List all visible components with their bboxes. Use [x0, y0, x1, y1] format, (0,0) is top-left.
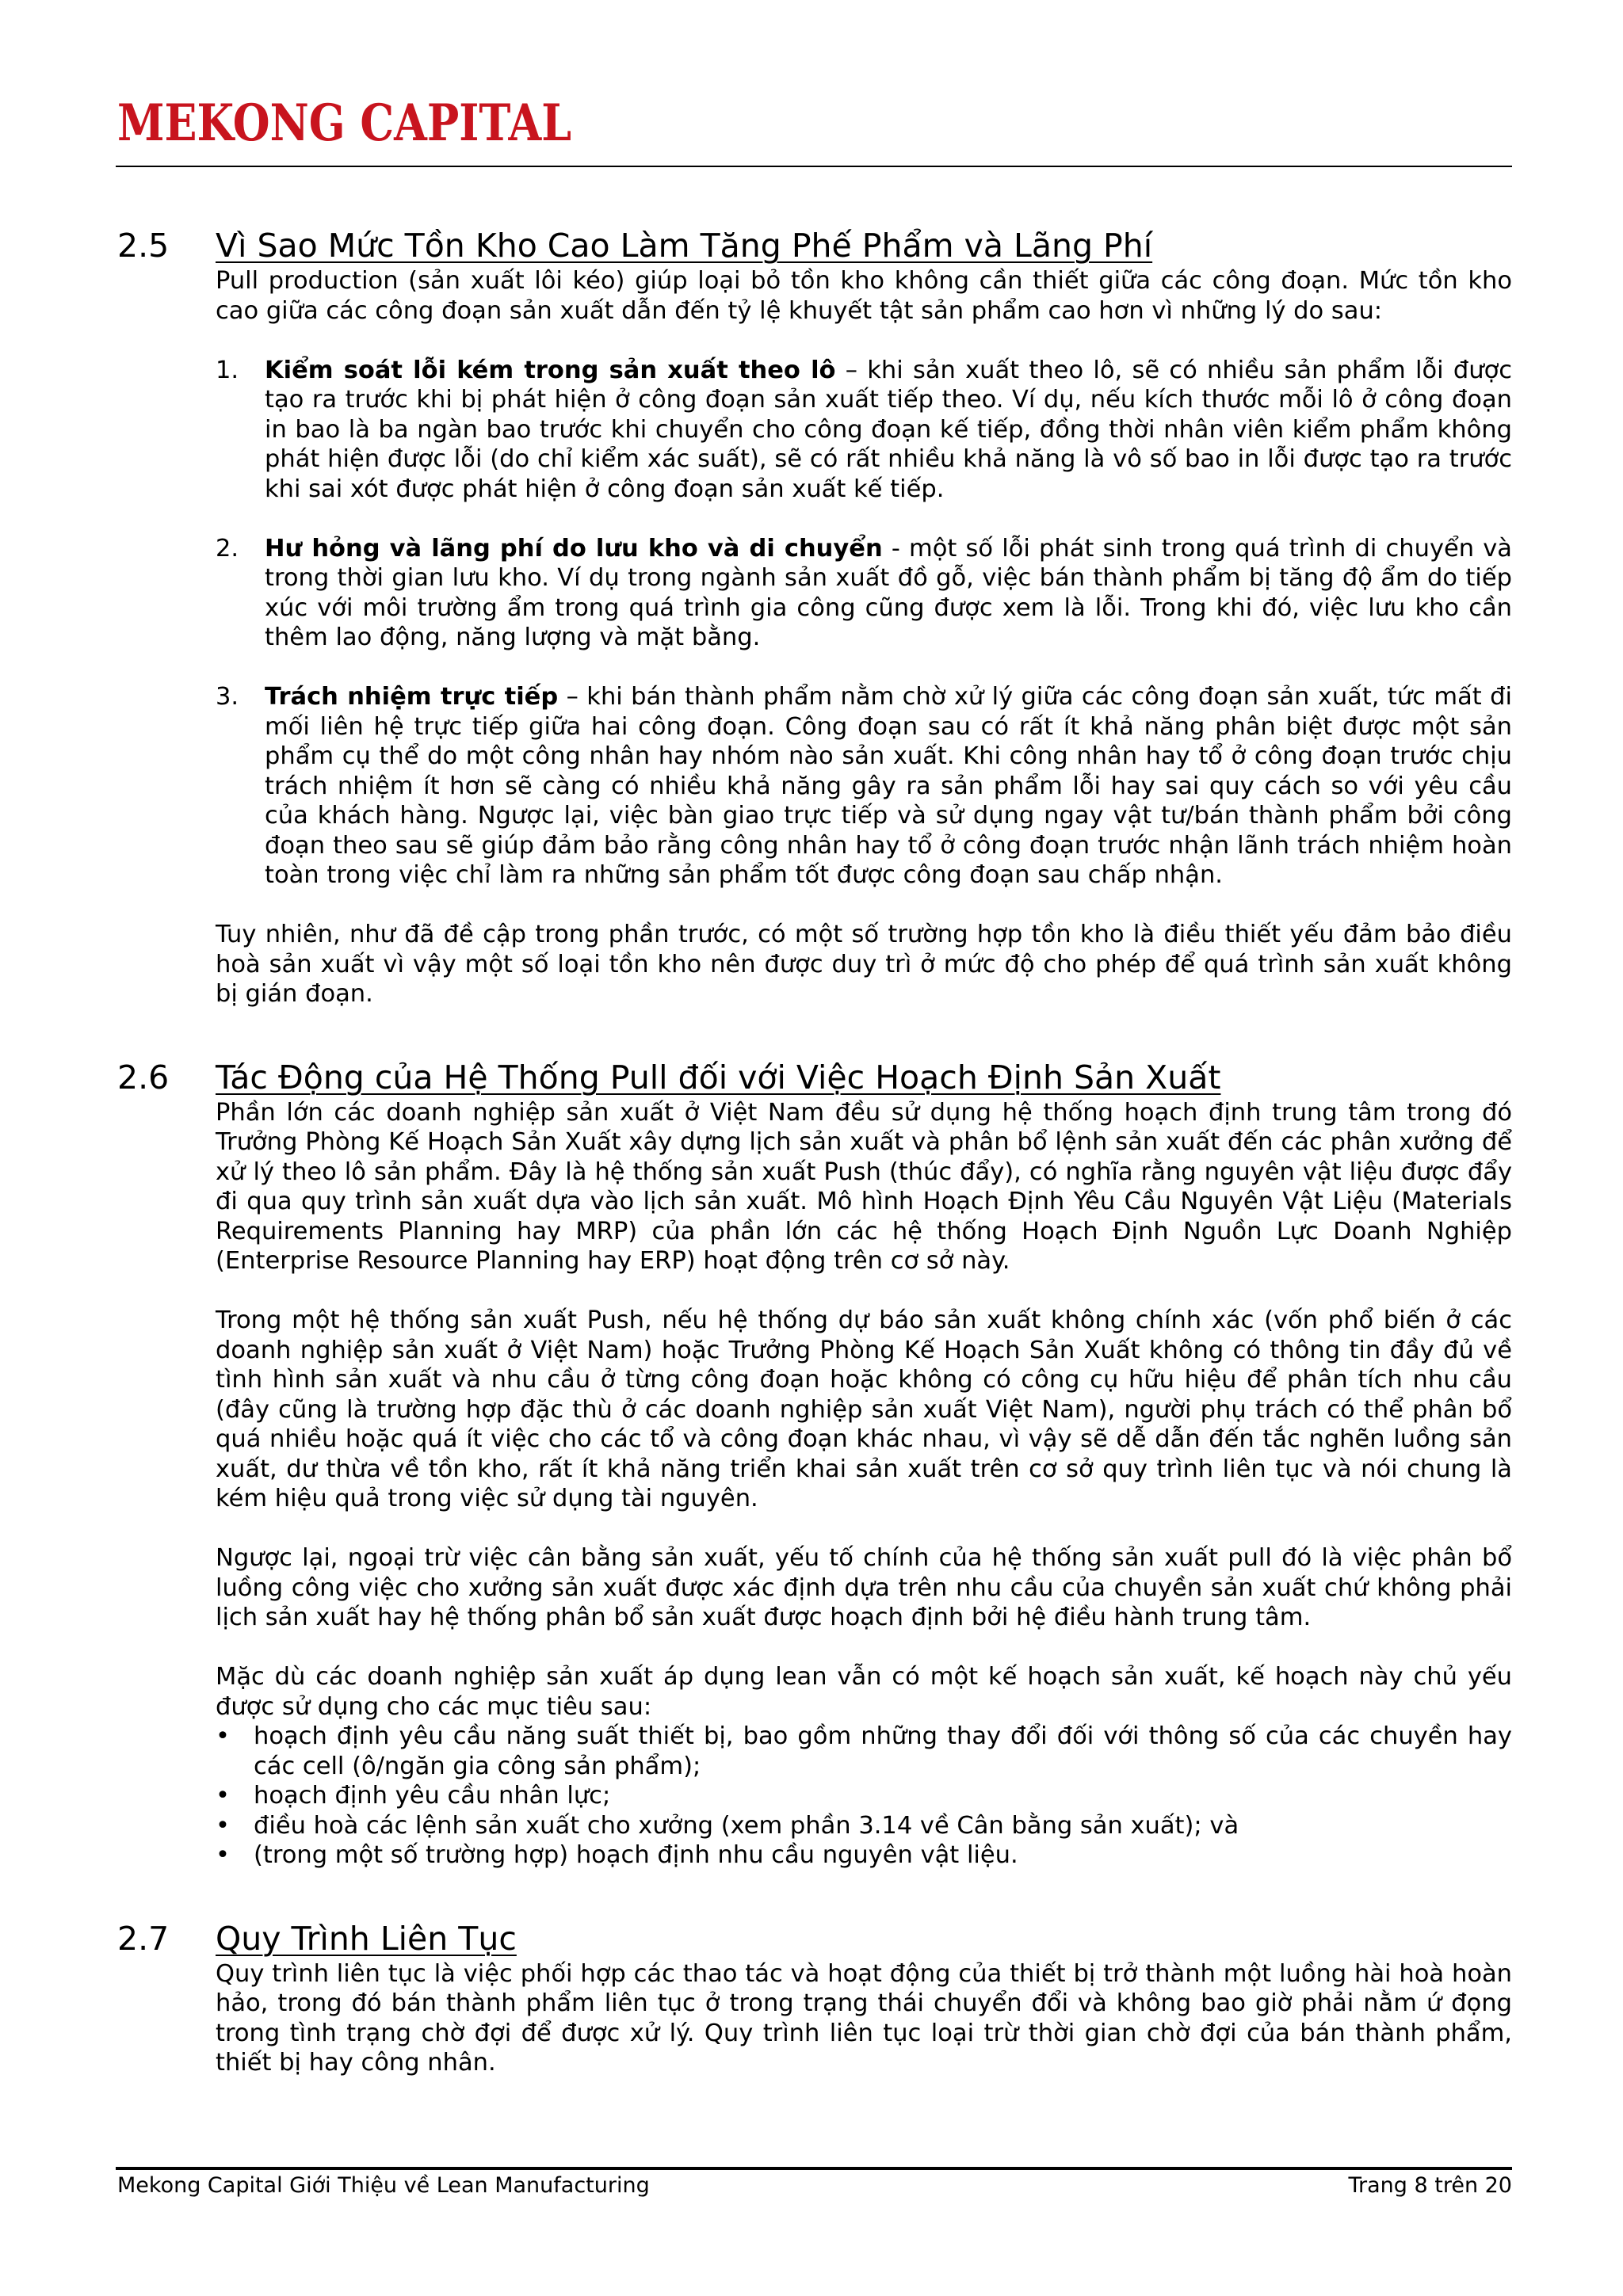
page-number: Trang 8 trên 20 — [1348, 2173, 1512, 2198]
paragraph: Trong một hệ thống sản xuất Push, nếu hệ thống dự báo sản xuất không chính xác (vốn phổ biến ở các doanh nghiệp sản xuất ở Việt Nam) hoặc Trưởng Phòng Kế Hoạch Sản Xuất không có thông tin đầy đủ về tình hình sản xuất và nhu cầu ở từng công đoạn hoặc không có công cụ hữu hiệu để phân tích nhu cầu (đây cũng là trường hợp đặc thù ở các doanh nghiệp sản xuất Việt Nam), người phụ trách có thể phân bổ quá nhiều hoặc quá ít việc cho các tổ và công đoạn khác nhau, vì vậy sẽ dễ dẫn đến tắc nghẽn luồng sản xuất, dư thừa về tồn kho, rất ít khả năng triển khai sản xuất trên cơ sở quy trình liên tục và nói chung là kém hiệu quả trong việc sử dụng tài nguyên. — [216, 1306, 1512, 1512]
section-body — [216, 266, 1512, 1009]
bullet-icon: • — [216, 1841, 230, 1869]
section-number: 2.7 — [117, 1919, 170, 1958]
bullet-icon: • — [216, 1811, 230, 1840]
list-item-heading: Trách nhiệm trực tiếp — [265, 683, 559, 711]
section-number: 2.5 — [117, 227, 170, 265]
section-heading — [117, 225, 1512, 266]
list-item-text — [265, 534, 1512, 653]
bullet-list — [216, 1722, 1512, 1871]
section-title: Tác Động của Hệ Thống Pull đối với Việc Hoạch Định Sản Xuất — [216, 1058, 1221, 1097]
paragraph: Tuy nhiên, như đã đề cập trong phần trước, có một số trường hợp tồn kho là điều thiết yếu đảm bảo điều hoà sản xuất vì vậy một số loại tồn kho nên được duy trì ở mức độ cho phép để quá trình sản xuất không bị gián đoạn. — [216, 921, 1512, 1008]
list-item-heading: Hư hỏng và lãng phí do lưu kho và di chuyển — [265, 534, 883, 563]
section-2-5 — [117, 225, 1512, 1009]
section-body — [216, 1959, 1512, 2078]
bullet-text: hoạch định yêu cầu nhân lực; — [254, 1782, 611, 1810]
bullet-text: (trong một số trường hợp) hoạch định nhu cầu nguyên vật liệu. — [254, 1841, 1018, 1869]
main-content — [117, 225, 1512, 2126]
numbered-list — [216, 356, 1512, 891]
bullet-item — [216, 1722, 1512, 1781]
paragraph: Quy trình liên tục là việc phối hợp các thao tác và hoạt động của thiết bị trở thành một luồng hài hoà hoàn hảo, trong đó bán thành phẩm liên tục ở trong trạng thái chuyển đổi và không bao giờ phải nằm ứ đọng trong tình trạng chờ đợi để được xử lý. Quy trình liên tục loại trừ thời gian chờ đợi của bán thành phẩm, thiết bị hay công nhân. — [216, 1959, 1512, 2077]
bullet-icon: • — [216, 1782, 230, 1810]
section-title: Vì Sao Mức Tồn Kho Cao Làm Tăng Phế Phẩm và Lãng Phí — [216, 227, 1153, 265]
section-heading — [117, 1057, 1512, 1098]
list-item-text — [265, 682, 1512, 891]
list-item — [216, 534, 1512, 653]
page-footer — [117, 2172, 1512, 2199]
paragraph: Pull production (sản xuất lôi kéo) giúp loại bỏ tồn kho không cần thiết giữa các công đoạn. Mức tồn kho cao giữa các công đoạn sản xuất dẫn đến tỷ lệ khuyết tật sản phẩm cao hơn vì những lý do sau: — [216, 267, 1512, 325]
list-number: 1. — [216, 356, 239, 384]
list-number: 2. — [216, 534, 239, 563]
list-item-body: - một số lỗi phát sinh trong quá trình di chuyển và trong thời gian lưu kho. Ví dụ trong ngành sản xuất đồ gỗ, việc bán thành phẩm bị tăng độ ẩm do tiếp xúc với môi trường ẩm trong quá trình gia công cũng được xem là lỗi. Trong khi đó, việc lưu kho cần thêm lao động, năng lượng và mặt bằng. — [265, 534, 1513, 651]
paragraph: Phần lớn các doanh nghiệp sản xuất ở Việt Nam đều sử dụng hệ thống hoạch định trung tâm trong đó Trưởng Phòng Kế Hoạch Sản Xuất xây dựng lịch sản xuất và phân bổ lệnh sản xuất đến các phân xưởng để xử lý theo lô sản phẩm. Đây là hệ thống sản xuất Push (thúc đẩy), có nghĩa rằng nguyên vật liệu được đẩy đi qua quy trình sản xuất dựa vào lịch sản xuất. Mô hình Hoạch Định Yêu Cầu Nguyên Vật Liệu (Materials Requirements Planning hay MRP) của phần lớn các hệ thống Hoạch Định Nguồn Lực Doanh Nghiệp (Enterprise Resource Planning hay ERP) hoạt động trên cơ sở này. — [216, 1098, 1512, 1275]
bullet-text: hoạch định yêu cầu năng suất thiết bị, bao gồm những thay đổi đối với thông số của các chuyền hay các cell (ô/ngăn gia công sản phẩm); — [254, 1722, 1512, 1780]
paragraph: Mặc dù các doanh nghiệp sản xuất áp dụng lean vẫn có một kế hoạch sản xuất, kế hoạch này chủ yếu được sử dụng cho các mục tiêu sau: — [216, 1663, 1512, 1721]
section-heading — [117, 1918, 1512, 1959]
mekong-capital-logo: MEKONG CAPITAL — [117, 93, 572, 153]
section-body — [216, 1098, 1512, 1871]
header-rule — [116, 166, 1512, 167]
bullet-text: điều hoà các lệnh sản xuất cho xưởng (xem phần 3.14 về Cân bằng sản xuất); và — [254, 1811, 1239, 1840]
footer-rule — [116, 2167, 1512, 2170]
bullet-item — [216, 1811, 1512, 1841]
footer-title: Mekong Capital Giới Thiệu về Lean Manufacturing — [117, 2173, 650, 2198]
section-number: 2.6 — [117, 1058, 170, 1097]
list-number: 3. — [216, 683, 239, 711]
list-item-text — [265, 356, 1512, 505]
section-title: Quy Trình Liên Tục — [216, 1919, 517, 1958]
list-item-body: – khi sản xuất theo lô, sẽ có nhiều sản phẩm lỗi được tạo ra trước khi bị phát hiện ở công đoạn sản xuất tiếp theo. Ví dụ, nếu kích thước mỗi lô ở công đoạn in bao là ba ngàn bao trước khi chuyển cho công đoạn kế tiếp, đồng thời nhân viên kiểm phẩm không phát hiện được lỗi (do chỉ kiểm xác suất), sẽ có rất nhiều khả năng là vô số bao in lỗi được tạo ra trước khi sai xót được phát hiện ở công đoạn sản xuất kế tiếp. — [265, 356, 1512, 503]
paragraph: Ngược lại, ngoại trừ việc cân bằng sản xuất, yếu tố chính của hệ thống sản xuất pull đó là việc phân bổ luồng công việc cho xưởng sản xuất được xác định dựa trên nhu cầu của chuyền sản xuất chứ không phải lịch sản xuất hay hệ thống phân bổ sản xuất được hoạch định bởi hệ điều hành trung tâm. — [216, 1544, 1512, 1631]
bullet-item — [216, 1781, 1512, 1811]
bullet-icon: • — [216, 1722, 230, 1750]
list-item-heading: Kiểm soát lỗi kém trong sản xuất theo lô — [265, 356, 836, 384]
bullet-item — [216, 1840, 1512, 1871]
list-item-body: – khi bán thành phẩm nằm chờ xử lý giữa các công đoạn sản xuất, tức mất đi mối liên hệ trực tiếp giữa hai công đoạn. Công đoạn sau có rất ít khả năng phân biệt được một sản phẩm cụ thể do một công nhân hay nhóm nào sản xuất. Khi công nhân hay tổ ở công đoạn trước chịu trách nhiệm ít hơn sẽ càng có nhiều khả năng gây ra sản phẩm lỗi hay sai quy cách so với yêu cầu của khách hàng. Ngược lại, việc bàn giao trực tiếp và sử dụng ngay vật tư/bán thành phẩm bởi công đoạn theo sau sẽ giúp đảm bảo rằng công nhân hay tổ ở công đoạn trước nhận lãnh trách nhiệm hoàn toàn trong việc chỉ làm ra những sản phẩm tốt được công đoạn sau chấp nhận. — [265, 683, 1512, 889]
list-item — [216, 682, 1512, 891]
list-item — [216, 356, 1512, 505]
section-2-7 — [117, 1918, 1512, 2078]
section-2-6 — [117, 1057, 1512, 1871]
